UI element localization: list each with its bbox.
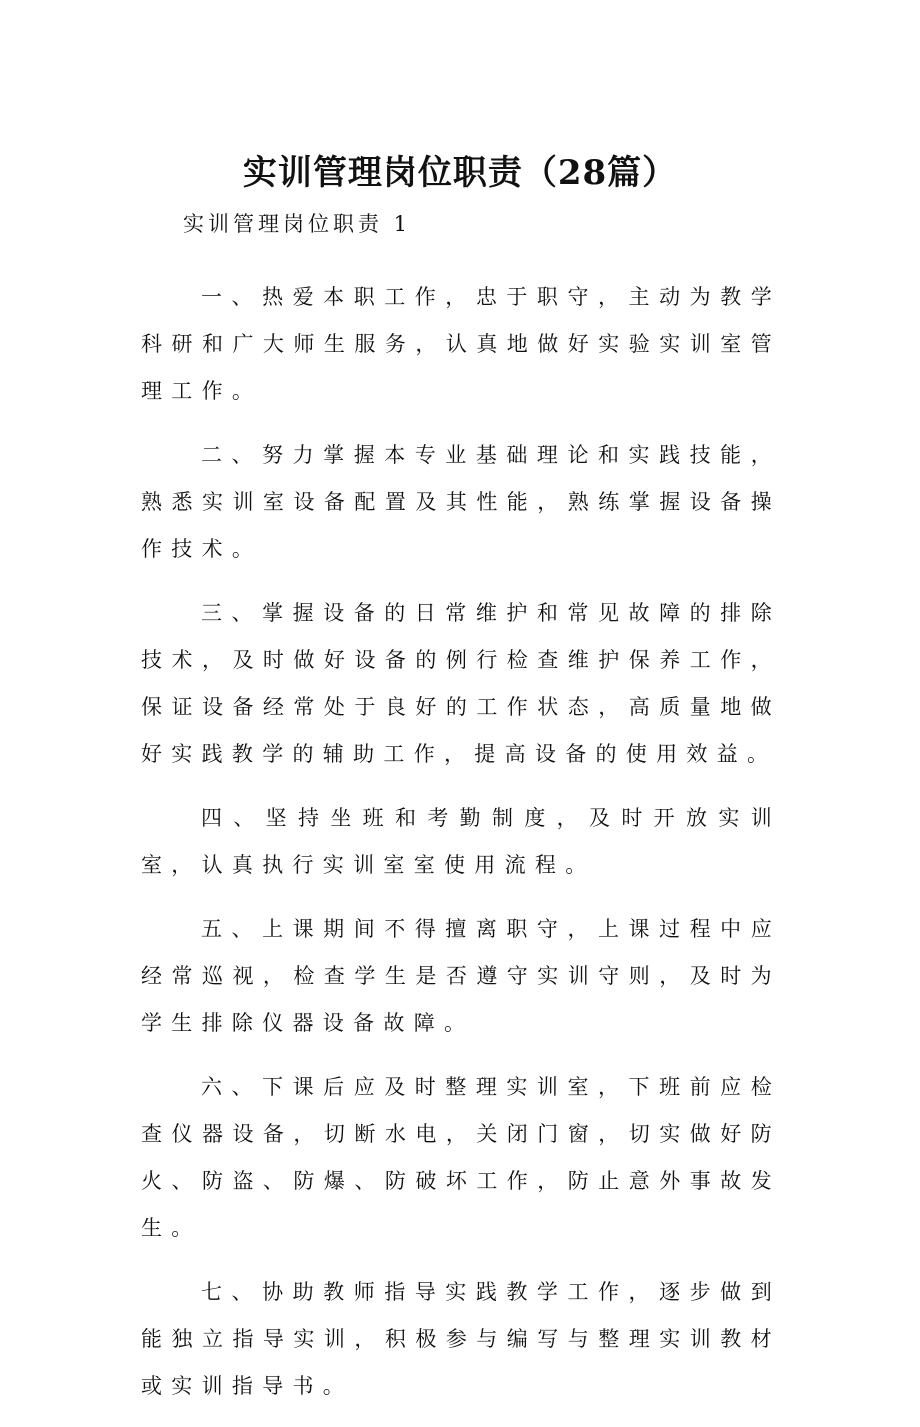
paragraph-7: 七、协助教师指导实践教学工作，逐步做到能独立指导实训，积极参与编写与整理实训教材或实训指导书。 <box>141 1280 781 1398</box>
document-title: 实训管理岗位职责（28篇） <box>242 153 678 193</box>
document-body <box>141 204 781 1427</box>
paragraph-3: 三、掌握设备的日常维护和常见故障的排除技术，及时做好设备的例行检查维护保养工作，保证设备经常处于良好的工作状态，高质量地做好实践教学的辅助工作，提高设备的使用效益。 <box>141 601 781 766</box>
paragraph-5: 五、上课期间不得擅离职守，上课过程中应经常巡视，检查学生是否遵守实训守则，及时为学生排除仪器设备故障。 <box>141 917 781 1035</box>
paragraph-4: 四、坚持坐班和考勤制度，及时开放实训室，认真执行实训室室使用流程。 <box>141 806 781 877</box>
section-heading: 实训管理岗位职责 1 <box>183 212 412 236</box>
paragraph-2: 二、努力掌握本专业基础理论和实践技能，熟悉实训室设备配置及其性能，熟练掌握设备操作技术。 <box>141 443 781 561</box>
paragraph-1: 一、热爱本职工作，忠于职守，主动为教学科研和广大师生服务，认真地做好实验实训室管理工作。 <box>141 285 781 403</box>
paragraph-6: 六、下课后应及时整理实训室，下班前应检查仪器设备，切断水电，关闭门窗，切实做好防火、防盗、防爆、防破坏工作，防止意外事故发生。 <box>141 1075 781 1240</box>
